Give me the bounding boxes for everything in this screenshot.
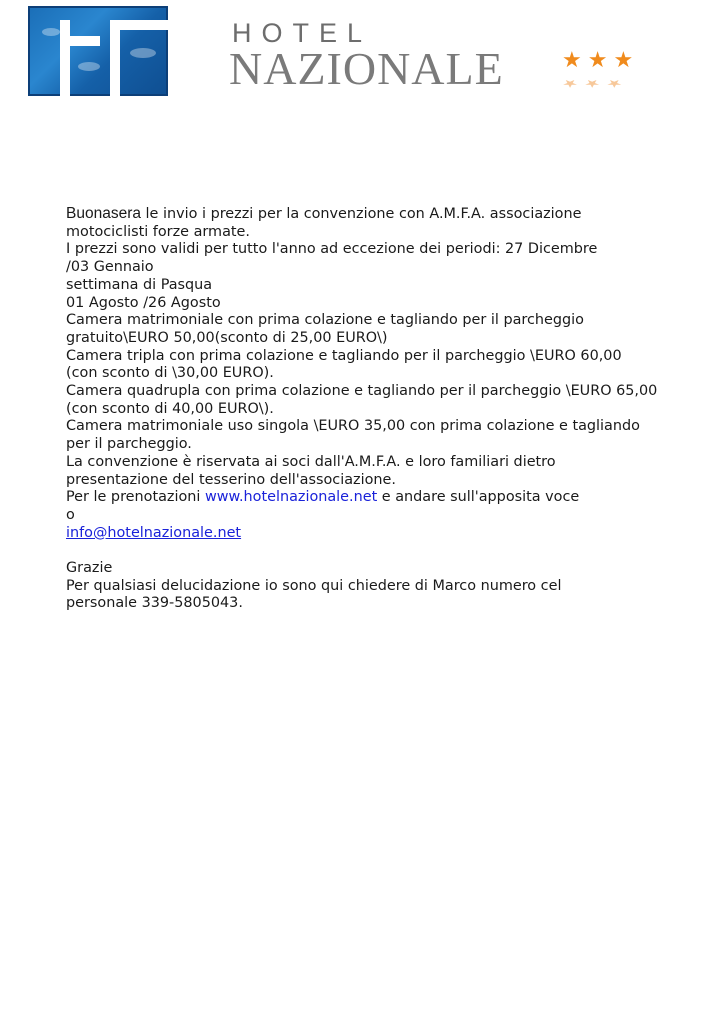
letter-body <box>66 205 696 613</box>
letter-line: La convenzione è riservata ai soci dall'A.M.F.A. e loro familiari dietro <box>66 453 556 470</box>
email-link[interactable]: info@hotelnazionale.net <box>66 524 242 541</box>
letter-line: Grazie <box>66 560 113 577</box>
hotel-title-main: NAZIONALE <box>229 43 504 94</box>
letter-line: Camera matrimoniale con prima colazione e tagliando per il parcheggio <box>66 312 584 329</box>
letter-line: settimana di Pasqua <box>66 276 213 293</box>
price-line: Camera matrimoniale uso singola \EURO 35,00 con prima colazione e tagliando <box>66 418 640 435</box>
letter-line: Per qualsiasi delucidazione io sono qui chiedere di Marco numero cel <box>66 577 562 594</box>
website-link[interactable]: www.hotelnazionale.net <box>204 489 378 506</box>
letter-line: per il parcheggio. <box>66 436 192 453</box>
star-icon: ★ <box>587 48 608 73</box>
price-line: (con sconto di 40,00 EURO\). <box>66 400 274 417</box>
letter-line: I prezzi sono validi per tutto l'anno ad eccezione dei periodi: 27 Dicembre <box>66 241 598 258</box>
hotel-title-top: HOTEL <box>232 18 373 48</box>
letter-line: /03 Gennaio <box>66 259 154 276</box>
price-line: (con sconto di \30,00 EURO). <box>66 365 274 382</box>
star-reflection-icon: ★ <box>606 77 623 90</box>
letter-line: 01 Agosto /26 Agosto <box>66 294 221 311</box>
letter-text: Per le prenotazioni <box>66 489 205 506</box>
letter-line: presentazione del tesserino dell'associazione. <box>66 471 396 488</box>
rating-stars <box>562 50 634 90</box>
star-reflection-icon: ★ <box>584 77 601 90</box>
logo-mark <box>70 36 100 46</box>
logo-texture <box>42 28 60 36</box>
logo-texture <box>78 62 100 71</box>
star-reflection-icon: ★ <box>562 77 579 90</box>
logo-mark <box>110 20 120 96</box>
hotel-logo <box>28 6 168 96</box>
letter-line: motociclisti forze armate. <box>66 223 250 240</box>
logo-mark <box>120 20 168 30</box>
star-icon: ★ <box>613 48 634 73</box>
price-line: Camera tripla con prima colazione e tagliando per il parcheggio \EURO 60,00 <box>66 347 622 364</box>
letter-line: personale 339-5805043. <box>66 595 243 612</box>
letter-line: o <box>66 506 75 523</box>
logo-texture <box>130 48 156 58</box>
letter-line <box>66 525 696 543</box>
price-line: gratuito\EURO 50,00(sconto di 25,00 EURO\) <box>66 329 388 346</box>
letter-text: e andare sull'apposita voce <box>377 489 580 506</box>
greeting: Buonasera <box>66 205 141 222</box>
letter-line <box>66 205 696 224</box>
star-icon: ★ <box>562 48 582 73</box>
letter-line <box>66 489 696 507</box>
letter-text: le invio i prezzi per la convenzione con A.M.F.A. associazione <box>140 206 582 222</box>
price-line: Camera quadrupla con prima colazione e tagliando per il parcheggio \EURO 65,00 <box>66 383 658 400</box>
blank-line <box>66 542 696 560</box>
logo-mark <box>60 20 70 96</box>
